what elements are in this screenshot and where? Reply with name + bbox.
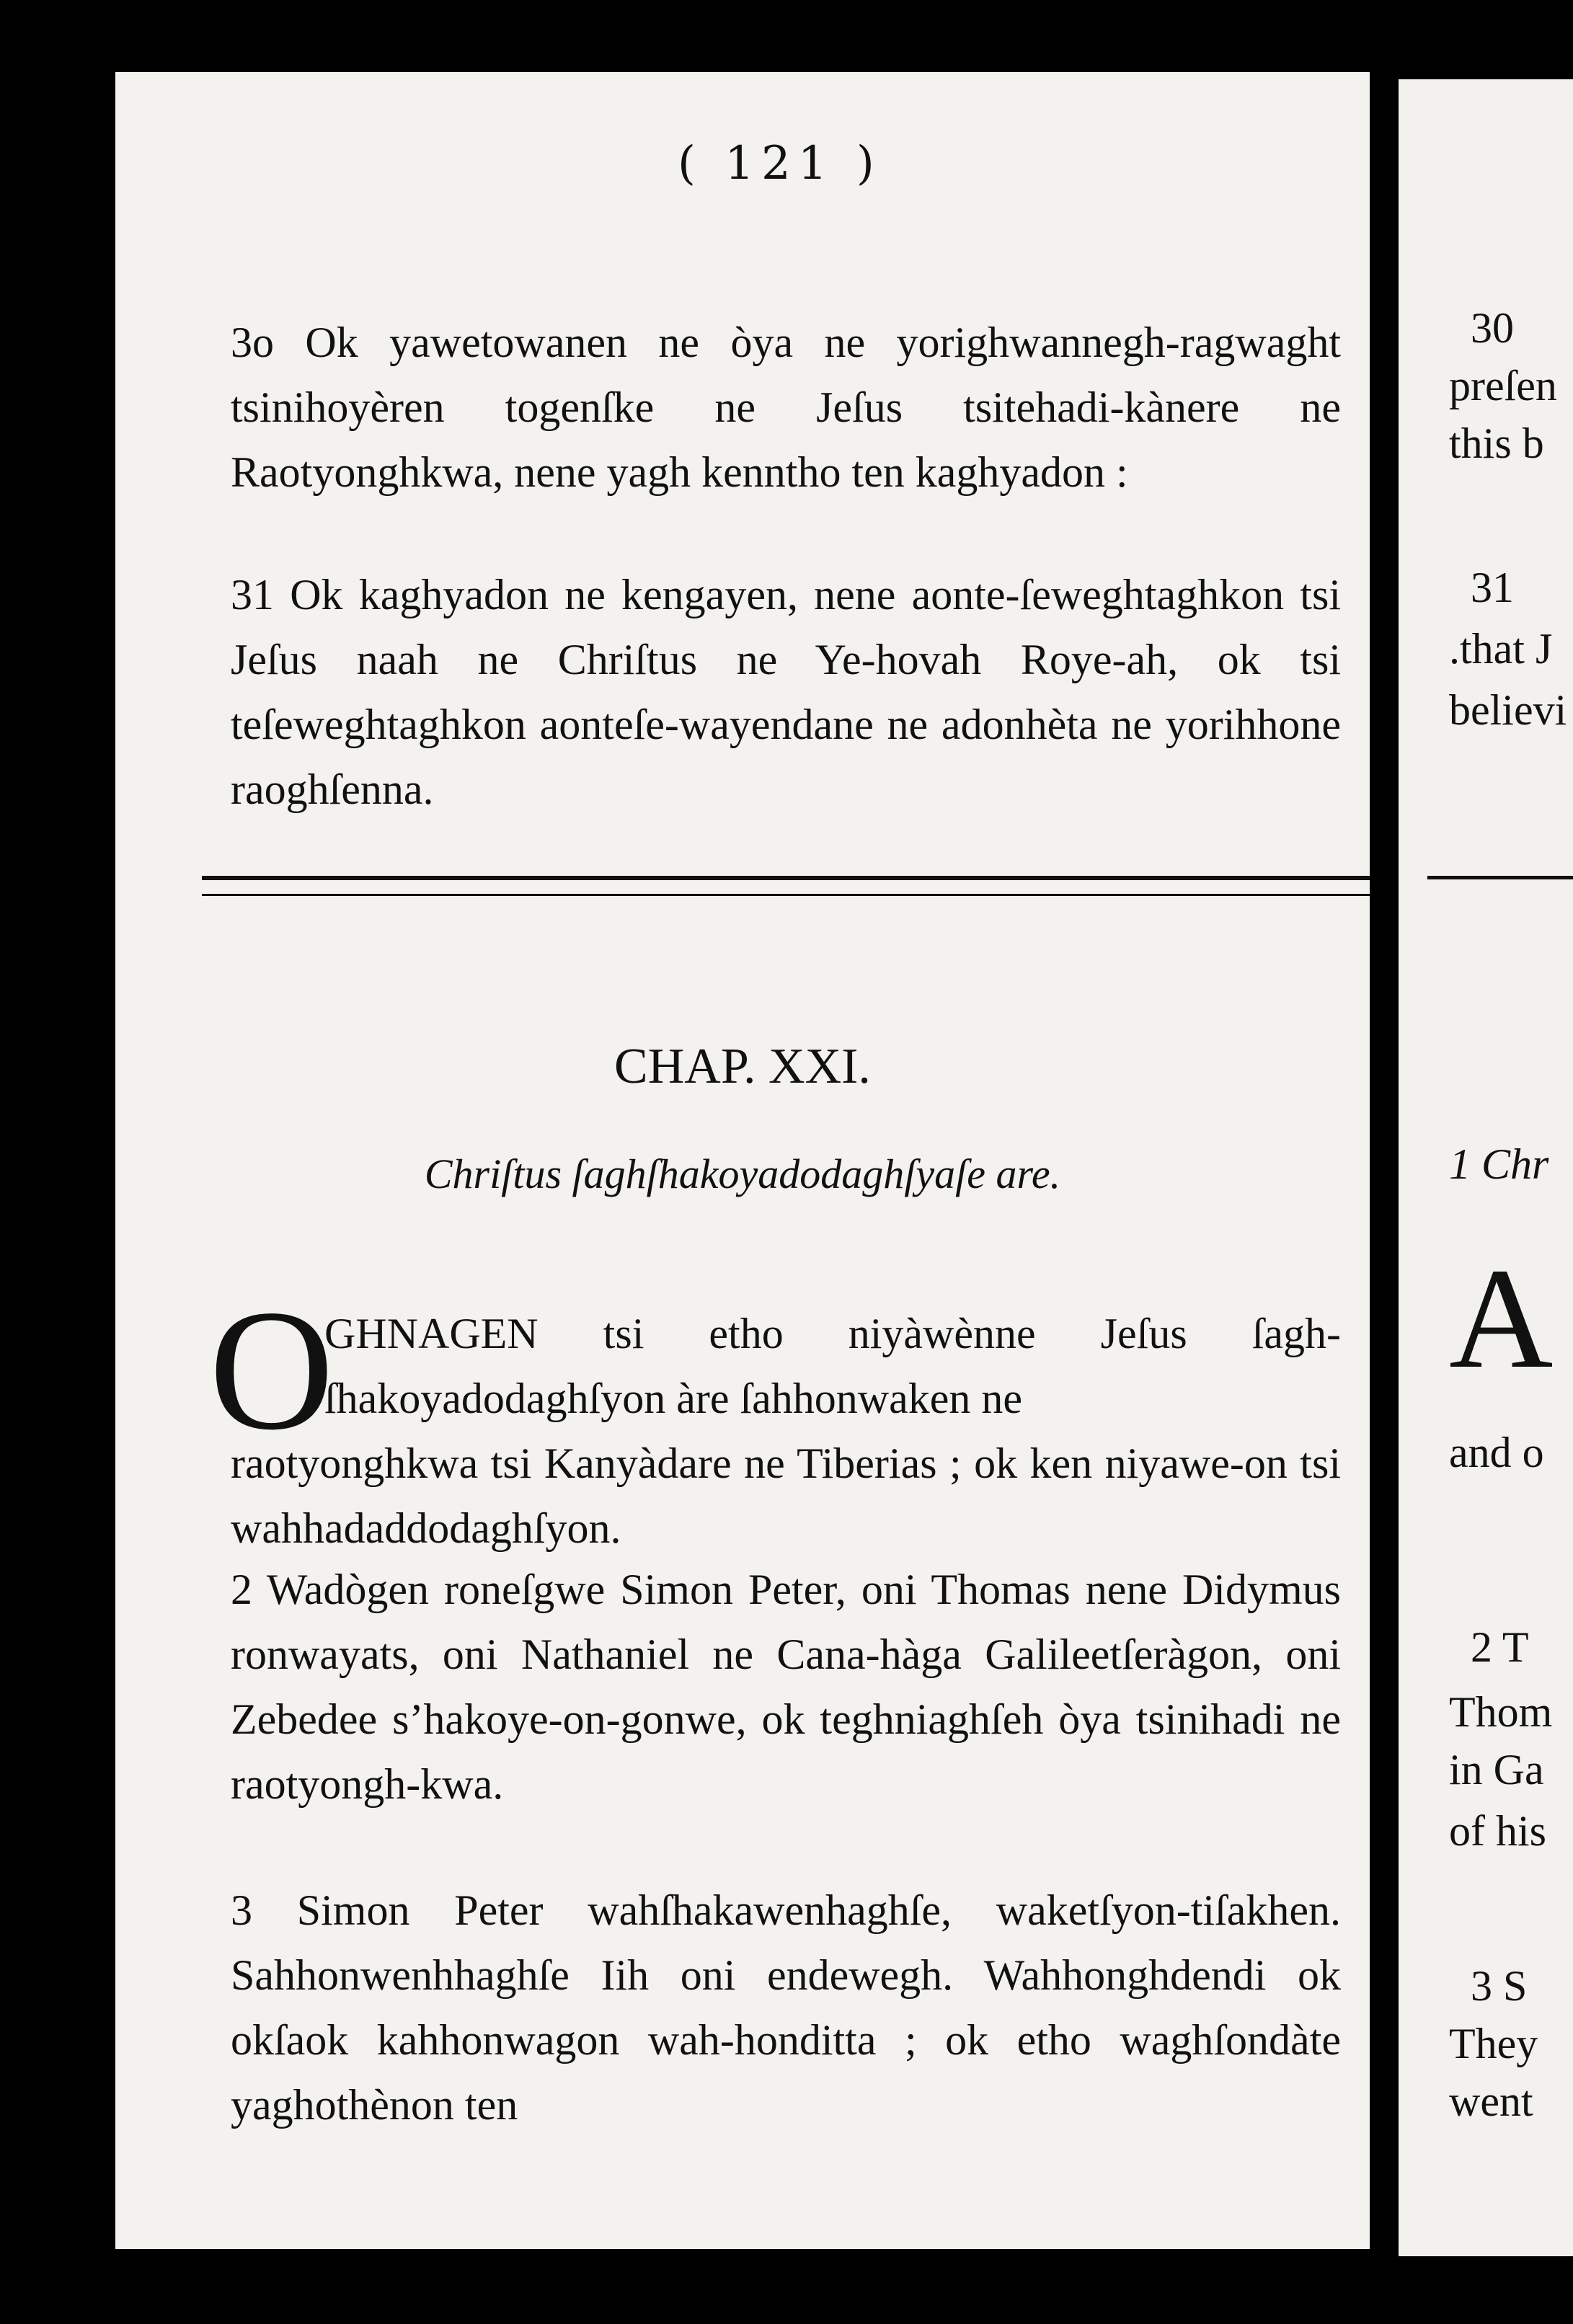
facing-fragment: 3 S [1471,1962,1528,2010]
double-rule-bottom [202,894,1370,896]
verse-30: 3o Ok yawetowanen ne òya ne yorighwannegh-ragwaght tsinihoyèren togenſke ne Jeſus tsitehadi-kànere ne Raotyonghkwa, nene yagh kenntho ten kaghyadon : [231,319,1341,496]
facing-fragment: A [1449,1239,1554,1398]
facing-fragment: in Ga [1449,1746,1544,1793]
verse-3: 3 Simon Peter wahſhakawenhaghſe, waketſyon-tiſakhen. Sahhonwenhhaghſe Iih oni endewegh. Wahhonghdendi ok okſaok kahhonwagon wah-honditta ; ok etho waghſondàte yaghothènon ten [231,1886,1341,2129]
drop-cap: O [209,1274,334,1465]
facing-fragment: this b [1449,420,1544,467]
facing-fragment: 2 T [1471,1623,1529,1671]
facing-fragment: of his [1449,1807,1546,1855]
chapter-summary: Chriſtus ſaghſhakoyadodaghſyaſe are. [424,1150,1061,1197]
facing-fragment: Thom [1449,1688,1553,1736]
facing-fragment: went [1449,2077,1533,2125]
facing-fragment: preſen [1449,362,1557,409]
double-rule-top [202,876,1370,880]
verse-1-opening: GHNAGEN tsi etho niyàwènne Jeſus ſagh-ſhakoyadodaghſyon àre ſahhonwaken ne [324,1310,1341,1422]
verse-1-rest: raotyonghkwa tsi Kanyàdare ne Tiberias ; ok ken niyawe-on tsi wahhadaddodaghſyon. [231,1440,1341,1552]
facing-page [1399,79,1573,2256]
chapter-heading: CHAP. XXI. [614,1039,871,1094]
verse-2: 2 Wadògen roneſgwe Simon Peter, oni Thomas nene Didymus ronwayats, oni Nathaniel ne Cana-hàga Galileetſeràgon, oni Zebedee s’hakoye-on-gonwe, ok teghniaghſeh òya tsinihadi ne raotyongh-kwa. [231,1566,1341,1808]
facing-fragment: and o [1449,1429,1544,1476]
facing-fragment: 1 Chr [1449,1140,1549,1188]
facing-rule [1427,876,1573,879]
page-number: ( 121 ) [678,137,882,190]
facing-fragment: 30 [1471,304,1514,352]
facing-fragment: 31 [1471,564,1514,611]
facing-fragment: believi [1449,686,1567,734]
verse-31: 31 Ok kaghyadon ne kengayen, nene aonte-ſeweghtaghkon tsi Jeſus naah ne Chriſtus ne Ye-hovah Roye-ah, ok tsi teſeweghtaghkon aonteſe-wayendane ne adonhèta ne yorihhone raoghſenna. [231,571,1341,813]
facing-fragment: .that J [1449,625,1553,673]
left-page [115,72,1370,2249]
facing-fragment: They [1449,2020,1538,2067]
